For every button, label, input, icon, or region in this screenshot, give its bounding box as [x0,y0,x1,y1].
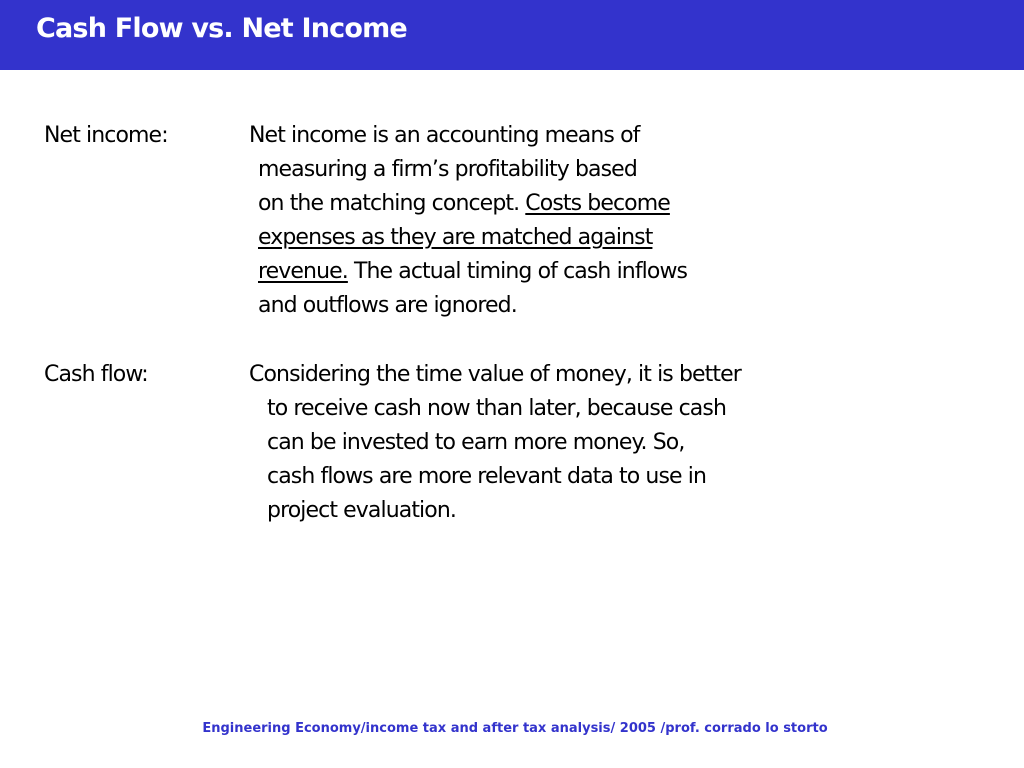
net-income-def-line-2: measuring a firm’s profitability based [258,157,637,182]
net-income-def-line-5-underlined: revenue. [258,259,348,284]
net-income-def-line-6: and outflows are ignored. [258,293,517,318]
cash-flow-def-line-5: project evaluation. [267,498,456,523]
net-income-def-line-3-plain: on the matching concept. [258,191,526,216]
net-income-def-line-3 [258,187,670,221]
net-income-def-line-3-underlined: Costs become [525,191,670,216]
net-income-def-line-4 [258,221,652,255]
cash-flow-def-line-2: to receive cash now than later, because cash [267,396,726,421]
net-income-def-line-5 [258,255,687,289]
slide-footer: Engineering Economy/income tax and after tax analysis/ 2005 /prof. corrado lo storto [202,721,828,736]
cash-flow-def-line-3: can be invested to earn more money. So, [267,430,685,455]
net-income-term: Net income: [44,123,168,148]
slide-title: Cash Flow vs. Net Income [36,13,407,44]
cash-flow-term: Cash flow: [44,362,148,387]
net-income-def-line-4-underlined: expenses as they are matched against [258,225,653,250]
title-bar [0,0,1024,70]
net-income-def-line-5-plain: The actual timing of cash inflows [347,259,688,284]
net-income-def-line-1: Net income is an accounting means of [249,123,640,148]
cash-flow-def-line-4: cash flows are more relevant data to use in [267,464,707,489]
cash-flow-def-line-1: Considering the time value of money, it is better [249,362,741,387]
